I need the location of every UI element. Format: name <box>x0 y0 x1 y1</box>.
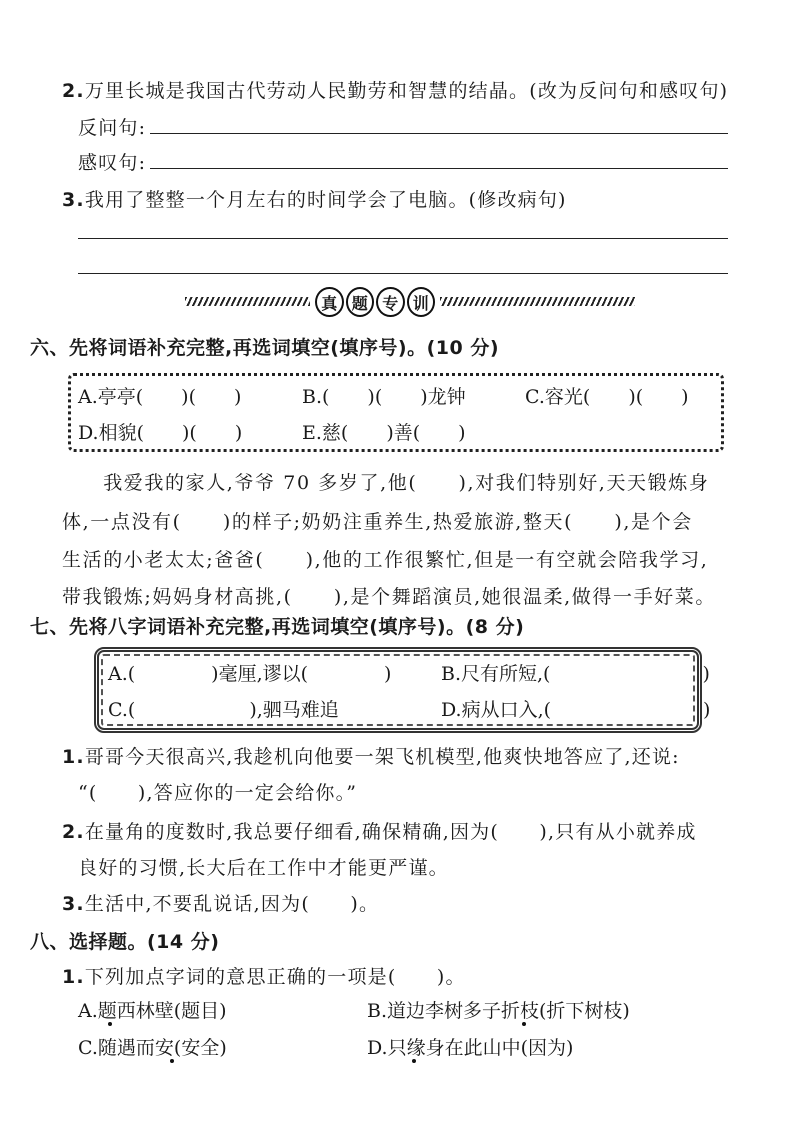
exclamatory-label: 感叹句: <box>78 152 147 174</box>
section6-title: 六、先将词语补充完整,再选词填空(填序号)。(10 分) <box>30 337 500 359</box>
q2-number: 2. <box>62 80 85 102</box>
q3-answer-line-1[interactable] <box>78 238 728 239</box>
rhetorical-label: 反问句: <box>78 117 147 139</box>
section8-title: 八、选择题。(14 分) <box>30 931 220 953</box>
section7-option-c: C.( ),驷马难追 <box>108 699 339 721</box>
rhetorical-answer-line[interactable] <box>150 133 728 134</box>
section7-q2-text-1: 在量角的度数时,我总要仔细看,确保精确,因为( ),只有从小就养成 <box>84 821 697 843</box>
q3-number: 3. <box>62 189 85 211</box>
section7-q2-line-1 <box>62 817 697 844</box>
section8-q1-number: 1. <box>62 966 85 988</box>
section7-q2-line-2: 良好的习惯,长大后在工作中才能更严谨。 <box>78 857 449 879</box>
section7-q1-line-1 <box>62 742 680 769</box>
section6-paragraph-line-1: 我爱我的家人,爷爷 70 多岁了,他( ),对我们特别好,天天锻炼身 <box>62 472 710 494</box>
section7-q3-text: 生活中,不要乱说话,因为( )。 <box>84 893 380 915</box>
section6-option-a: A.亭亭( )( ) <box>78 386 242 408</box>
exclamatory-answer-line[interactable] <box>150 168 728 169</box>
emphasis-dot <box>170 1059 174 1063</box>
section7-option-a: A.( )毫厘,谬以( ) <box>108 663 392 685</box>
banner-char-4: 训 <box>407 287 436 317</box>
section6-option-e: E.慈( )善( ) <box>302 422 466 444</box>
banner-char-3: 专 <box>376 287 405 317</box>
q3-text: 我用了整整一个月左右的时间学会了电脑。(修改病句) <box>84 189 567 211</box>
section6-option-b: B.( )( )龙钟 <box>302 386 466 408</box>
q3-answer-line-2[interactable] <box>78 273 728 274</box>
section8-q1-line <box>62 962 466 989</box>
q3-line <box>62 185 567 212</box>
section8-option-d: D.只缘身在此山中(因为) <box>367 1037 574 1059</box>
section6-paragraph-line-2: 体,一点没有( )的样子;奶奶注重养生,热爱旅游,整天( ),是个会 <box>62 511 693 533</box>
banner-char-1: 真 <box>315 287 344 317</box>
q2-text: 万里长城是我国古代劳动人民勤劳和智慧的结晶。(改为反问句和感叹句) <box>84 80 729 102</box>
section7-option-d: D.病从口入,( ) <box>441 699 711 721</box>
section7-q2-number: 2. <box>62 821 85 843</box>
q2-line <box>62 76 728 103</box>
section6-option-c: C.容光( )( ) <box>525 386 689 408</box>
section7-q3-line <box>62 889 379 916</box>
banner-hatch-right <box>440 297 635 306</box>
section8-q1-text: 下列加点字词的意思正确的一项是( )。 <box>84 966 466 988</box>
section7-q1-number: 1. <box>62 746 85 768</box>
emphasis-dot <box>522 1022 526 1026</box>
section7-option-b: B.尺有所短,( ) <box>441 663 710 685</box>
section7-q1-line-2: “( ),答应你的一定会给你。” <box>78 782 358 804</box>
section7-q3-number: 3. <box>62 893 85 915</box>
section7-q1-text-1: 哥哥今天很高兴,我趁机向他要一架飞机模型,他爽快地答应了,还说: <box>84 746 680 768</box>
section-banner <box>185 288 635 316</box>
emphasis-dot <box>412 1059 416 1063</box>
emphasis-dot <box>108 1022 112 1026</box>
section6-paragraph-line-3: 生活的小老太太;爸爸( ),他的工作很繁忙,但是一有空就会陪我学习, <box>62 549 709 571</box>
section8-option-a: A.题西林壁(题目) <box>78 1000 227 1022</box>
banner-char-2: 题 <box>346 287 375 317</box>
banner-hatch-left <box>185 297 310 306</box>
section7-title: 七、先将八字词语补充完整,再选词填空(填序号)。(8 分) <box>30 616 525 638</box>
section8-option-b: B.道边李树多子折枝(折下树枝) <box>367 1000 630 1022</box>
section6-option-d: D.相貌( )( ) <box>78 422 243 444</box>
section8-option-c: C.随遇而安(安全) <box>78 1037 227 1059</box>
section6-paragraph-line-4: 带我锻炼;妈妈身材高挑,( ),是个舞蹈演员,她很温柔,做得一手好菜。 <box>62 586 716 608</box>
banner-title <box>315 288 435 316</box>
